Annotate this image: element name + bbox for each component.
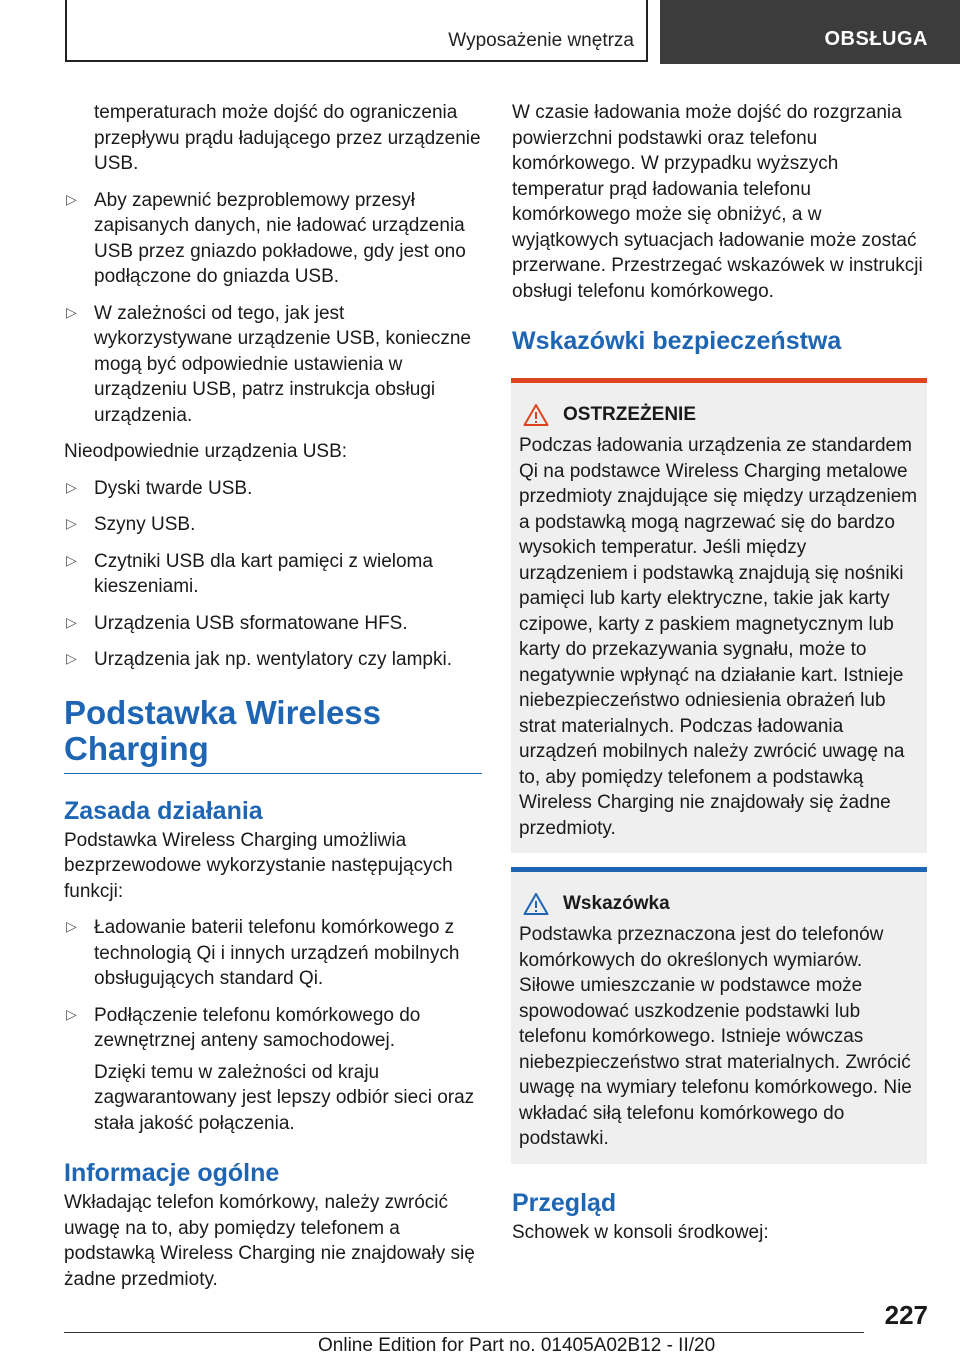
footer-divider: [64, 1332, 864, 1333]
list-item-text: Dyski twarde USB.: [94, 477, 253, 499]
section-paragraph: Wkładając telefon komórkowy, należy zwrócić uwagę na to, aby pomiędzy telefonem a podstawką Wireless Charging nie znajdowały się żadne przedmioty.: [64, 1192, 475, 1290]
header-chapter-tab: [660, 0, 960, 64]
list-item-text: Urządzenia jak np. wentylatory czy lampki.: [94, 649, 452, 670]
triangle-bullet-icon: ▷: [66, 650, 77, 666]
note-text: Podstawka przeznaczona jest do telefonów komórkowych do określonych wymiarów. Siłowe umieszczanie w podstawce może spowodować uszkodzenie podstawki lub telefonu komórkowego. Istnieje wówczas niebezpieczeństwo strat materialnych. Zwrócić uwagę na wymiary telefonu komórkowego. Nie wkładać siłą telefonu komórkowego do podstawki.: [519, 924, 912, 1149]
warning-title: OSTRZEŻENIE: [563, 404, 697, 425]
left-column: [64, 100, 482, 1303]
triangle-bullet-icon: ▷: [66, 303, 77, 320]
list-item: [64, 549, 482, 600]
footer-edition: Online Edition for Part no. 01405A02B12 - II/20: [318, 1335, 716, 1356]
list-item-text: Ładowanie baterii telefonu komórkowego z technologią Qi i innych urządzeń mobilnych obsługujących standard Qi.: [94, 917, 460, 989]
list-item-text: Urządzenia USB sformatowane HFS.: [94, 612, 408, 634]
right-column: [512, 100, 927, 1256]
unsuitable-devices-label: Nieodpowiednie urządzenia USB:: [64, 441, 348, 462]
list-item: [64, 476, 482, 502]
list-item: [64, 915, 482, 992]
warning-box: [511, 378, 927, 853]
section-title-overview: Przegląd: [512, 1188, 617, 1217]
list-item-text: Czytniki USB dla kart pamięci z wieloma kieszeniami.: [94, 550, 433, 597]
list-item-continuation: Dzięki temu w zależności od kraju zagwarantowany jest lepszy odbiór sieci oraz stała jakość połączenia.: [94, 1061, 475, 1134]
continued-paragraph: temperaturach może dojść do ograniczenia przepływu prądu ładującego przez urządzenie USB.: [94, 102, 481, 174]
section-title-safety: Wskazówki bezpieczeństwa: [512, 327, 842, 355]
caution-triangle-icon: [523, 892, 549, 916]
list-item-text: Aby zapewnić bezproblemowy przesył zapisanych danych, nie ładować urządzenia USB przez gniazdo pokładowe, gdy jest ono podłączone do gniazda USB.: [94, 189, 466, 287]
list-item-text: W zależności od tego, jak jest wykorzystywane urządzenie USB, konieczne mogą być odpowiednie ustawienia w urządzeniu USB, patrz instrukcja obsługi urządzenia.: [94, 302, 472, 426]
section-title-general: Informacje ogólne: [64, 1159, 280, 1187]
page-number: 227: [884, 1300, 928, 1330]
section-paragraph: Schowek w konsoli środkowej:: [512, 1221, 769, 1243]
list-item-text: Podłączenie telefonu komórkowego do zewnętrznej anteny samochodowej.: [94, 1004, 421, 1051]
list-item: [64, 512, 482, 538]
section-title-principle: Zasada działania: [64, 796, 263, 825]
list-item: [64, 1003, 482, 1054]
triangle-bullet-icon: ▷: [66, 478, 77, 495]
list-item-text: Szyny USB.: [94, 514, 196, 535]
note-box: [511, 867, 927, 1164]
list-item: [64, 611, 482, 637]
section-paragraph: Podstawka Wireless Charging umożliwia bezprzewodowe wykorzystanie następujących funkcji:: [64, 829, 453, 902]
warning-text: Podczas ładowania urządzenia ze standardem Qi na podstawce Wireless Charging metalowe przedmioty znajdujące się między urządzeniem a podstawką mogą nagrzewać się do bardzo wysokich temperatur. Jeśli między urządzeniem i podstawką znajdują się nośniki pamięci lub karty elektryczne, takie jak karty czipowe, karty z paskiem magnetycznym lub karty do przekazywania sygnału, może to negatywnie wpłynąć na działanie kart. Istnieje niebezpieczeństwo odniesienia obrażeń lub strat materialnych. Podczas ładowania urządzeń mobilnych należy zwrócić uwagę na to, aby pomiędzy telefonem a podstawką Wireless Charging nie znajdowały się żadne przedmioty.: [519, 435, 918, 839]
note-title: Wskazówka: [563, 893, 670, 914]
triangle-bullet-icon: ▷: [66, 551, 77, 568]
header-chapter-title: OBSŁUGA: [824, 28, 928, 50]
triangle-bullet-icon: ▷: [66, 515, 77, 531]
list-item: [64, 301, 482, 429]
triangle-bullet-icon: ▷: [66, 190, 77, 207]
triangle-bullet-icon: ▷: [66, 918, 77, 934]
header-section-title: Wyposażenie wnętrza: [448, 30, 634, 51]
triangle-bullet-icon: ▷: [66, 1005, 77, 1022]
warning-triangle-icon: [523, 403, 549, 427]
list-item: [64, 647, 482, 673]
list-item: [64, 188, 482, 290]
continued-paragraph: W czasie ładowania może dojść do rozgrzania powierzchni podstawki oraz telefonu komórkowego. W przypadku wyższych temperatur prąd ładowania telefonu komórkowego może się obniżyć, a w wyjątkowych sytuacjach ładowanie może zostać przerwane. Przestrzegać wskazówek w instrukcji obsługi telefonu komórkowego.: [512, 102, 923, 302]
chapter-title: Podstawka Wireless Charging: [64, 695, 482, 774]
header-section-tab: [65, 0, 648, 62]
triangle-bullet-icon: ▷: [66, 613, 77, 630]
